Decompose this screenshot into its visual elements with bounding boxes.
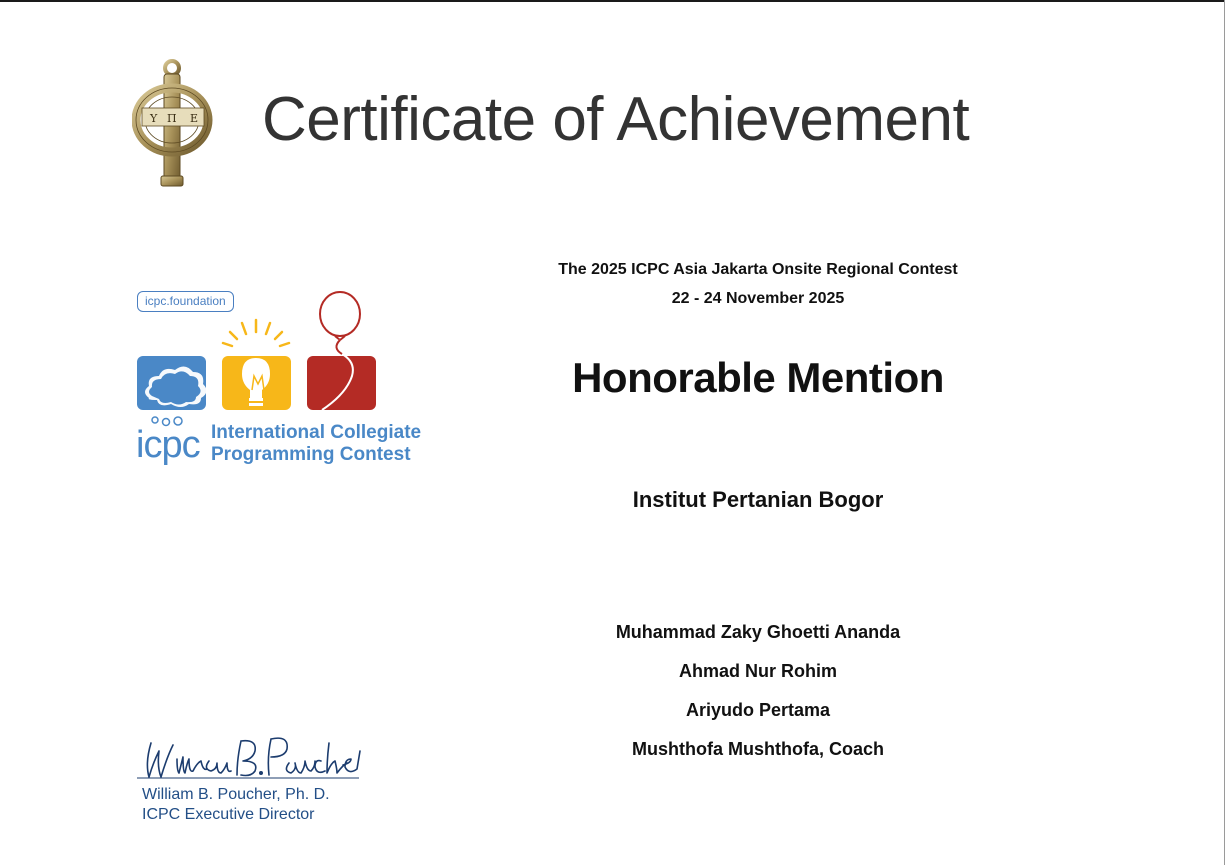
svg-text:Υ: Υ [150,112,158,125]
contest-dates: 22 - 24 November 2025 [671,290,845,307]
icpc-foundation-label: icpc.foundation [137,291,234,312]
team-member: Ariyudo Pertama [685,700,831,720]
award-title: Honorable Mention [572,354,944,401]
icpc-name-line2: Programming Contest [211,444,411,465]
icpc-name-line1: International Collegiate [211,422,422,443]
team-coach: Mushthofa Mushthofa, Coach [632,739,884,759]
contest-name: The 2025 ICPC Asia Jakarta Onsite Regional Contest [558,261,958,278]
svg-text:Ε: Ε [190,112,199,125]
signer-role: ICPC Executive Director [142,806,315,823]
upe-emblem-logo [132,58,214,190]
certificate-title: Certificate of Achievement [262,85,970,154]
svg-text:Π: Π [167,112,177,125]
icpc-full-name [211,422,421,466]
signer-name: William B. Poucher, Ph. D. [142,786,330,803]
icpc-wordmark: icpc [136,424,200,466]
handwritten-signature [137,733,362,783]
team-member: Muhammad Zaky Ghoetti Ananda [615,622,901,642]
top-border [0,0,1225,2]
institution-name: Institut Pertanian Bogor [632,487,884,512]
team-member: Ahmad Nur Rohim [678,661,837,681]
